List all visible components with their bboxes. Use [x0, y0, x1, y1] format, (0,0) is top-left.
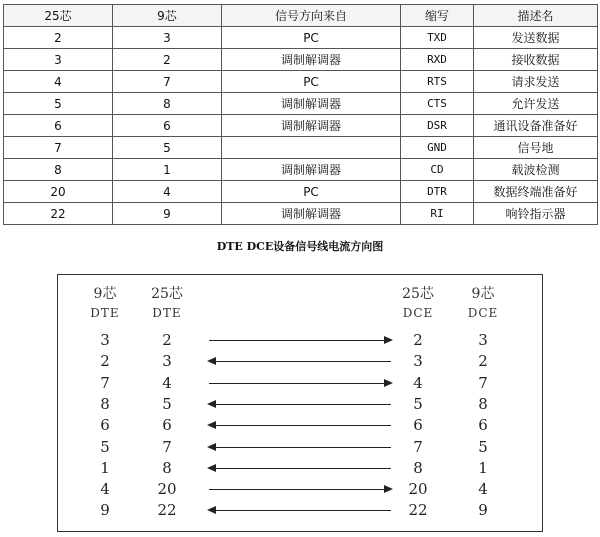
col-header-9pin: 9芯	[113, 5, 222, 27]
cell-25pin: 8	[4, 159, 113, 181]
cell-9pin: 7	[113, 71, 222, 93]
pin-dte9: 6	[100, 416, 110, 435]
header-line2: DCE	[402, 306, 434, 320]
header-line2: DTE	[152, 306, 182, 320]
header-line1: 9芯	[471, 286, 495, 302]
table-row	[4, 93, 598, 115]
cell-9pin: 3	[113, 27, 222, 49]
table-row	[4, 181, 598, 203]
header-dce-25pin	[388, 285, 448, 323]
pin-dce9: 9	[478, 501, 488, 520]
table-row	[4, 203, 598, 225]
cell-9pin: 2	[113, 49, 222, 71]
cell-abbr: CD	[401, 159, 474, 181]
cell-25pin: 20	[4, 181, 113, 203]
diagram-row	[58, 373, 544, 393]
cell-description: 请求发送	[474, 71, 598, 93]
pin-dce25: 4	[413, 373, 423, 392]
cell-description: 信号地	[474, 137, 598, 159]
header-line1: 25芯	[151, 286, 183, 302]
pin-dte9: 7	[100, 373, 110, 392]
header-line1: 9芯	[93, 286, 117, 302]
cell-9pin: 1	[113, 159, 222, 181]
arrow-left-icon	[209, 404, 391, 405]
arrow-right-icon	[209, 340, 391, 341]
cell-25pin: 7	[4, 137, 113, 159]
header-dce-9pin	[453, 285, 513, 323]
pin-dce9: 1	[478, 458, 488, 477]
cell-abbr: RI	[401, 203, 474, 225]
pin-dce25: 8	[413, 458, 423, 477]
pin-dce25: 3	[413, 352, 423, 371]
pin-dce9: 5	[478, 437, 488, 456]
pin-dte25: 2	[162, 331, 172, 349]
pin-dce25: 20	[408, 480, 428, 499]
cell-25pin: 2	[4, 27, 113, 49]
pin-dte9: 9	[100, 501, 110, 520]
diagram-row	[58, 437, 544, 457]
cell-direction: 调制解调器	[222, 93, 401, 115]
table-row	[4, 115, 598, 137]
cell-abbr: GND	[401, 137, 474, 159]
pin-dte9: 8	[100, 394, 110, 413]
diagram-row	[58, 479, 544, 499]
cell-25pin: 5	[4, 93, 113, 115]
pin-dce25: 6	[413, 416, 423, 435]
table-row	[4, 159, 598, 181]
table-row	[4, 49, 598, 71]
diagram-row	[58, 458, 544, 478]
col-header-description: 描述名	[474, 5, 598, 27]
arrow-left-icon	[209, 510, 391, 511]
table-row	[4, 71, 598, 93]
pin-dte9: 2	[100, 352, 110, 371]
cell-direction: PC	[222, 181, 401, 203]
col-header-25pin: 25芯	[4, 5, 113, 27]
pin-dte25: 3	[162, 352, 172, 371]
pin-dce25: 7	[413, 437, 423, 456]
cell-25pin: 3	[4, 49, 113, 71]
col-header-direction: 信号方向来自	[222, 5, 401, 27]
cell-direction: 调制解调器	[222, 203, 401, 225]
cell-9pin: 4	[113, 181, 222, 203]
pin-dte9: 1	[100, 458, 110, 477]
cell-direction: PC	[222, 27, 401, 49]
cell-description: 接收数据	[474, 49, 598, 71]
cell-direction	[222, 137, 401, 159]
header-dte-9pin	[75, 285, 135, 323]
pin-dce9: 8	[478, 394, 488, 413]
header-dte-25pin	[137, 285, 197, 323]
pin-dte9: 5	[100, 437, 110, 456]
pin-dte25: 5	[162, 394, 172, 413]
pin-dce25: 5	[413, 394, 423, 413]
signal-table	[3, 4, 598, 225]
signal-direction-diagram	[57, 274, 543, 532]
cell-direction: 调制解调器	[222, 115, 401, 137]
header-line2: DCE	[467, 306, 499, 320]
cell-description: 载波检测	[474, 159, 598, 181]
cell-25pin: 22	[4, 203, 113, 225]
diagram-row	[58, 351, 544, 371]
cell-abbr: DSR	[401, 115, 474, 137]
pin-dce9: 3	[478, 331, 488, 349]
pin-dte9: 3	[100, 331, 110, 349]
col-header-abbr: 缩写	[401, 5, 474, 27]
cell-abbr: TXD	[401, 27, 474, 49]
cell-9pin: 5	[113, 137, 222, 159]
diagram-row	[58, 394, 544, 414]
arrow-left-icon	[209, 447, 391, 448]
cell-abbr: CTS	[401, 93, 474, 115]
pin-dce9: 6	[478, 416, 488, 435]
cell-direction: 调制解调器	[222, 49, 401, 71]
cell-description: 发送数据	[474, 27, 598, 49]
header-line2: DTE	[90, 306, 120, 320]
pin-dce9: 7	[478, 373, 488, 392]
pin-dce25: 2	[413, 331, 423, 349]
arrow-left-icon	[209, 468, 391, 469]
diagram-row	[58, 415, 544, 435]
arrow-left-icon	[209, 425, 391, 426]
diagram-row	[58, 330, 544, 350]
cell-abbr: DTR	[401, 181, 474, 203]
pin-dce9: 4	[478, 480, 488, 499]
arrow-right-icon	[209, 489, 391, 490]
cell-abbr: RXD	[401, 49, 474, 71]
diagram-caption: DTE DCE设备信号线电流方向图	[216, 240, 384, 253]
diagram-row	[58, 500, 544, 520]
cell-25pin: 6	[4, 115, 113, 137]
cell-abbr: RTS	[401, 71, 474, 93]
pin-dte25: 20	[157, 480, 177, 499]
pin-dte25: 8	[162, 458, 172, 477]
pin-dce25: 22	[408, 501, 428, 520]
cell-direction: 调制解调器	[222, 159, 401, 181]
pin-dce9: 2	[478, 352, 488, 371]
pin-dte9: 4	[100, 480, 110, 499]
cell-9pin: 9	[113, 203, 222, 225]
cell-9pin: 6	[113, 115, 222, 137]
header-line1: 25芯	[402, 286, 434, 302]
cell-description: 通讯设备准备好	[474, 115, 598, 137]
table-header-row	[4, 5, 598, 27]
cell-description: 允许发送	[474, 93, 598, 115]
pin-dte25: 6	[162, 416, 172, 435]
cell-description: 数据终端准备好	[474, 181, 598, 203]
pin-dte25: 7	[162, 437, 172, 456]
arrow-left-icon	[209, 361, 391, 362]
pin-dte25: 22	[157, 501, 177, 520]
pin-dte25: 4	[162, 373, 172, 392]
arrow-right-icon	[209, 383, 391, 384]
table-row	[4, 137, 598, 159]
cell-9pin: 8	[113, 93, 222, 115]
cell-description: 响铃指示器	[474, 203, 598, 225]
table-row	[4, 27, 598, 49]
cell-25pin: 4	[4, 71, 113, 93]
cell-direction: PC	[222, 71, 401, 93]
